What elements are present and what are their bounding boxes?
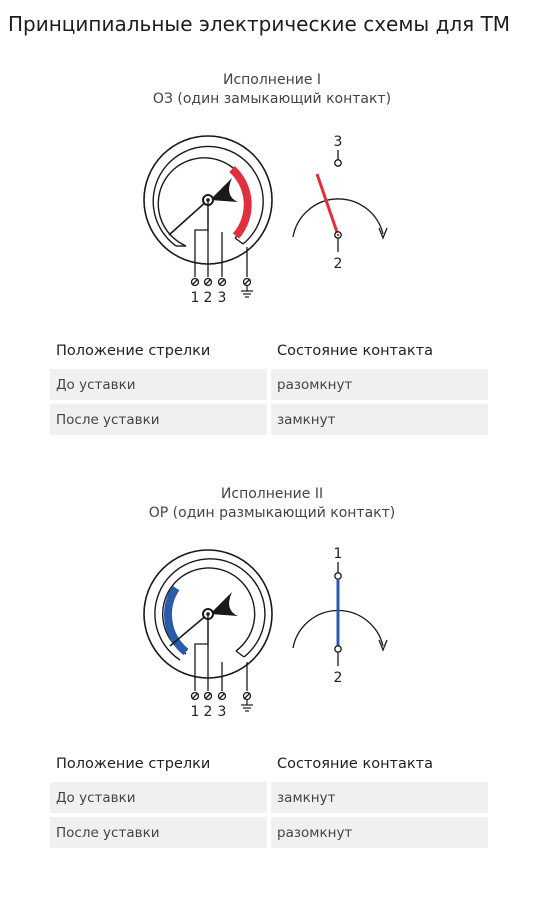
variant-1-subtitle: ОЗ (один замыкающий контакт)	[152, 91, 392, 107]
terminal-screws	[192, 693, 251, 700]
pointer-flag-icon	[210, 178, 238, 202]
wire-terminal-1	[195, 200, 208, 277]
moving-contact-blade	[317, 174, 338, 235]
table-row	[50, 817, 488, 848]
terminal-label-3: 3	[217, 704, 227, 720]
contact-state-cell: разомкнут	[271, 369, 488, 400]
table-header-row	[50, 337, 488, 365]
terminal-label-2: 2	[203, 290, 213, 306]
pointer-position-cell: До уставки	[50, 369, 267, 400]
pointer-needle	[170, 614, 208, 646]
contact-state-cell: замкнут	[271, 404, 488, 435]
track-end-right	[235, 238, 243, 244]
ground-icon	[241, 700, 253, 711]
closing-contact-zone	[232, 169, 248, 236]
contact-label-bottom: 2	[333, 670, 343, 686]
contact-node-top	[335, 573, 341, 579]
header-contact-state: Состояние контакта	[277, 756, 433, 772]
table-header-row	[50, 750, 488, 778]
variant-1-schematic	[0, 122, 544, 322]
table-row	[50, 404, 488, 435]
variant-2-schematic	[0, 536, 544, 736]
contact-node-top	[335, 160, 341, 166]
page-title: Принципиальные электрические схемы для ТМ	[8, 12, 511, 36]
header-pointer-position: Положение стрелки	[56, 756, 211, 772]
track-end-right	[236, 651, 244, 657]
header-contact-state: Состояние контакта	[277, 343, 433, 359]
pointer-position-cell: После уставки	[50, 817, 267, 848]
contact-node-bottom-center	[337, 234, 339, 236]
opening-contact-zone	[168, 588, 186, 652]
variant-2-state-table	[46, 746, 492, 852]
ground-icon	[241, 286, 253, 297]
variant-2-title: Исполнение II	[220, 486, 324, 502]
pointer-position-cell: После уставки	[50, 404, 267, 435]
contact-label-top: 1	[333, 546, 343, 562]
variant-2-heading	[0, 485, 544, 523]
terminal-label-3: 3	[217, 290, 227, 306]
variant-1-state-table	[46, 333, 492, 439]
contact-node-bottom	[335, 646, 341, 652]
pointer-position-cell: До уставки	[50, 782, 267, 813]
wire-terminal-1	[195, 614, 208, 691]
contact-label-bottom: 2	[333, 256, 343, 272]
contact-state-cell: замкнут	[271, 782, 488, 813]
terminal-label-1: 1	[190, 290, 200, 306]
terminal-label-2: 2	[203, 704, 213, 720]
variant-2-diagram	[0, 536, 544, 736]
variant-1-diagram	[0, 122, 544, 322]
contact-label-top: 3	[333, 134, 343, 150]
contact-state-cell: разомкнут	[271, 817, 488, 848]
variant-1-title: Исполнение I	[222, 72, 322, 88]
table-row	[50, 782, 488, 813]
pointer-flag-icon	[210, 592, 238, 616]
table-row	[50, 369, 488, 400]
variant-2-subtitle: ОР (один размыкающий контакт)	[148, 505, 396, 521]
variant-1-heading	[0, 71, 544, 109]
terminal-label-1: 1	[190, 704, 200, 720]
header-pointer-position: Положение стрелки	[56, 343, 211, 359]
terminal-screws	[192, 279, 251, 286]
